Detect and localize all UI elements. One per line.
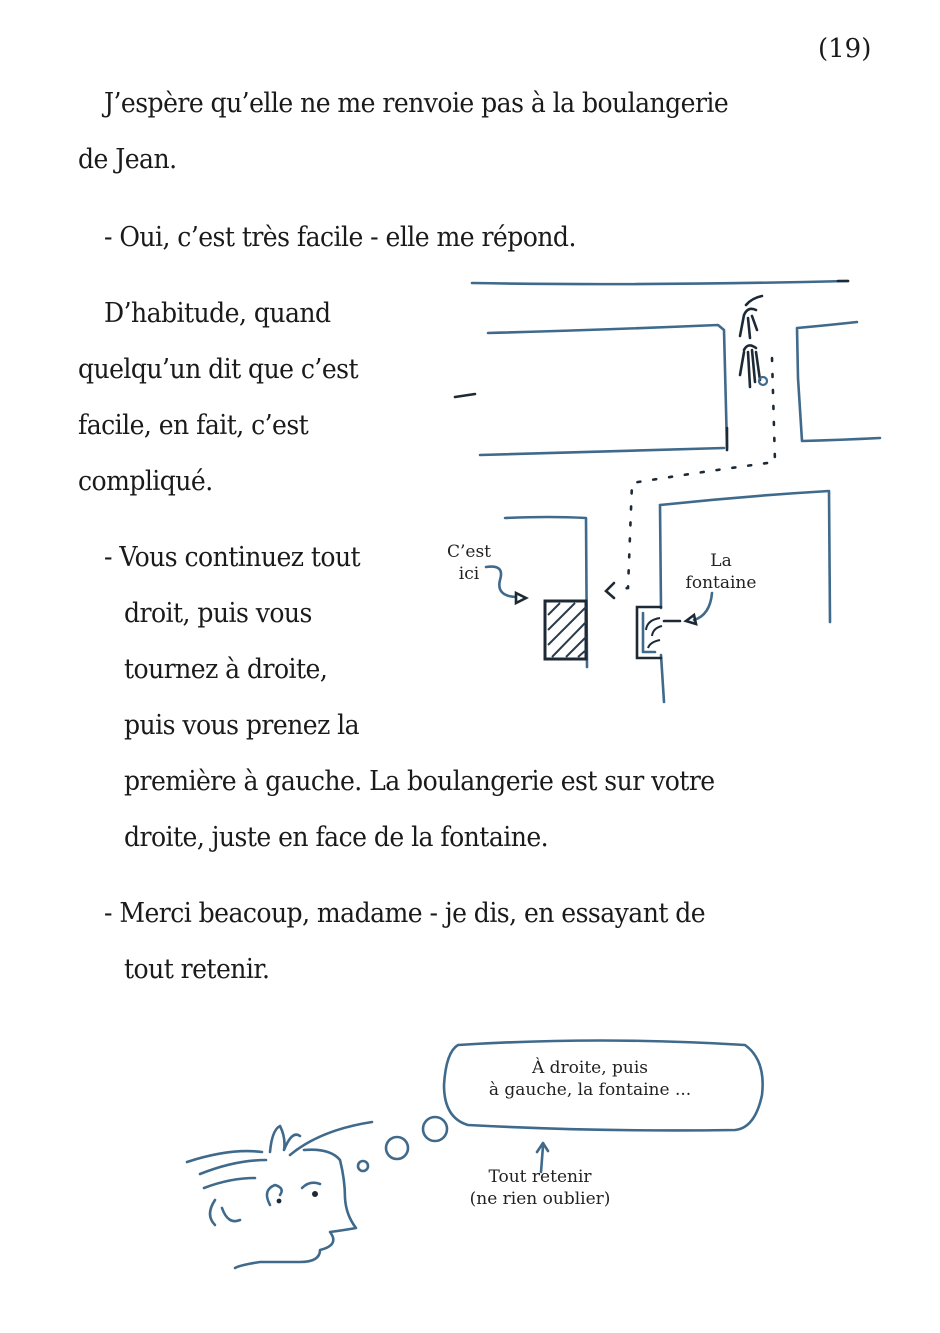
- paragraph-5-line-2: tout retenir.: [124, 954, 270, 985]
- label-fountain: La fontaine: [685, 551, 757, 593]
- bakery-icon: [545, 601, 586, 659]
- street-map-icon: [455, 281, 880, 702]
- fountain-icon: [637, 607, 680, 658]
- paragraph-2: - Oui, c’est très facile - elle me répond.: [104, 222, 576, 253]
- paragraph-1-line-1: J’espère qu’elle ne me renvoie pas à la boulangerie: [104, 88, 729, 119]
- paragraph-3-line-3: facile, en fait, c’est: [78, 410, 309, 441]
- thought-bubble-text: À droite, puis à gauche, la fontaine ...: [488, 1058, 692, 1100]
- page-number: (19): [818, 34, 872, 64]
- label-here: C’est ici: [446, 542, 492, 584]
- paragraph-4-line-3: tournez à droite,: [124, 654, 328, 685]
- paragraph-4-line-1: - Vous continuez tout: [104, 542, 361, 573]
- paragraph-4-line-4: puis vous prenez la: [124, 710, 360, 741]
- fountain-arrowhead-icon: [686, 615, 696, 624]
- paragraph-4-line-2: droit, puis vous: [124, 598, 312, 629]
- paragraph-3-line-2: quelqu’un dit que c’est: [78, 354, 359, 385]
- paragraph-3-line-1: D’habitude, quand: [104, 298, 331, 329]
- paragraph-4-line-5: première à gauche. La boulangerie est sur votre: [124, 766, 715, 797]
- pedestrians-icon: [740, 296, 767, 387]
- thought-annotation: Tout retenir (ne rien oublier): [469, 1167, 611, 1209]
- paragraph-4-line-6: droite, juste en face de la fontaine.: [124, 822, 549, 853]
- paragraph-3-line-4: compliqué.: [78, 466, 213, 497]
- fountain-arrow-icon: [694, 593, 712, 620]
- thinking-face-icon: [187, 1122, 372, 1268]
- paragraph-1-line-2: de Jean.: [78, 144, 177, 175]
- here-arrowhead-icon: [516, 593, 526, 603]
- path-arrow-icon: [606, 583, 614, 598]
- paragraph-5-line-1: - Merci beacoup, madame - je dis, en essayant de: [104, 898, 706, 929]
